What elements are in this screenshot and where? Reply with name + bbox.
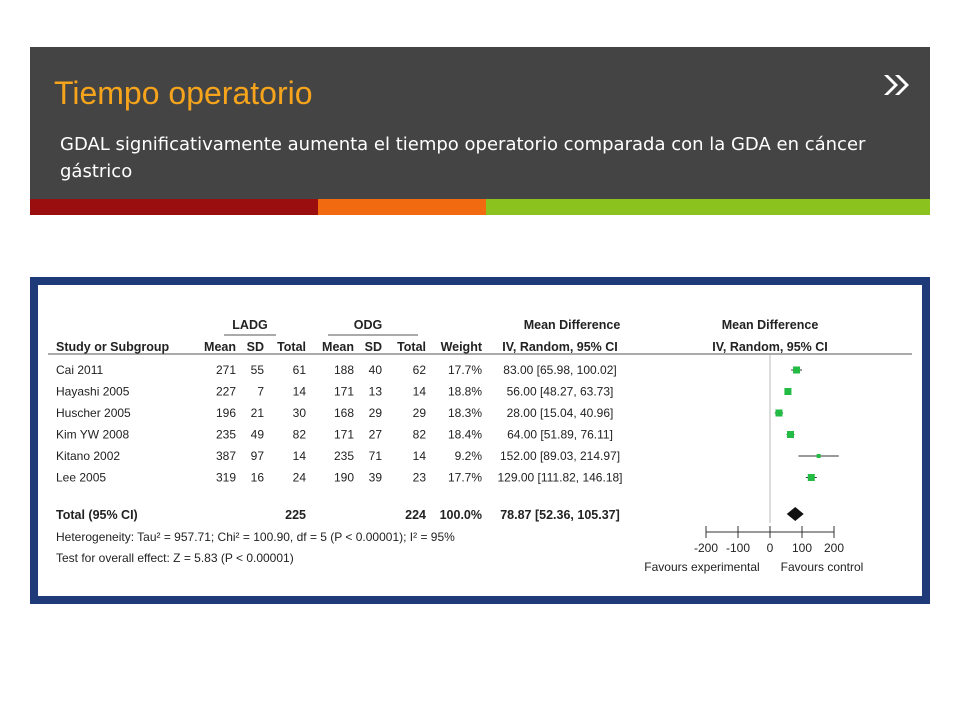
column-header-0: Study or Subgroup	[56, 340, 170, 354]
column-headers	[56, 340, 828, 354]
study-ladg-sd: 49	[250, 427, 264, 442]
total-ci: 78.87 [52.36, 105.37]	[500, 508, 620, 522]
study-ci: 64.00 [51.89, 76.11]	[507, 427, 613, 442]
accent-bar-green	[486, 199, 930, 215]
study-ladg-sd: 97	[250, 449, 264, 463]
study-odg-mean: 235	[333, 449, 354, 463]
study-odg-mean: 171	[333, 384, 354, 399]
study-ladg-total: 82	[292, 427, 306, 442]
favours-control-label: Favours control	[780, 560, 864, 574]
study-ladg-total: 30	[292, 406, 306, 420]
study-ladg-total: 24	[292, 470, 306, 485]
study-odg-total: 23	[412, 470, 426, 485]
column-header-6: Total	[397, 340, 426, 354]
double-chevron-right-icon[interactable]	[878, 65, 918, 105]
study-name: Kitano 2002	[56, 449, 121, 463]
x-axis-tick-label: -200	[693, 541, 719, 555]
study-odg-total: 14	[412, 449, 426, 463]
column-header-2: SD	[246, 340, 264, 354]
study-ladg-mean: 271	[215, 363, 236, 377]
total-ladg: 225	[285, 508, 306, 522]
study-row	[56, 449, 620, 463]
study-ci: 83.00 [65.98, 100.02]	[503, 363, 617, 377]
accent-bar-orange	[318, 199, 486, 215]
study-odg-sd: 29	[368, 406, 382, 420]
heterogeneity-text: Heterogeneity: Tau² = 957.71; Chi² = 100.90, df = 5 (P < 0.00001); I² = 95%	[56, 530, 455, 544]
x-axis-tick-label: 100	[791, 541, 813, 555]
study-odg-sd: 27	[368, 427, 382, 442]
study-ladg-sd: 16	[250, 470, 264, 485]
slide-title: Tiempo operatorio	[54, 75, 313, 111]
study-ci: 129.00 [111.82, 146.18]	[497, 470, 623, 485]
study-name: Lee 2005	[56, 470, 107, 485]
column-header-5: SD	[364, 340, 382, 354]
study-effect-marker	[775, 410, 782, 417]
study-ladg-mean: 196	[215, 406, 236, 420]
slide-subtitle: GDAL significativamente aumenta el tiempo operatorio comparada con la GDA en cáncer gástrico	[60, 134, 866, 182]
study-ci: 56.00 [48.27, 63.73]	[506, 384, 614, 399]
slide-header	[30, 47, 930, 199]
study-odg-sd: 39	[368, 470, 382, 485]
column-header-4: Mean	[322, 340, 354, 354]
study-effect-marker	[787, 431, 794, 438]
study-ladg-mean: 319	[215, 470, 236, 485]
study-weight: 9.2%	[454, 449, 482, 463]
study-ladg-total: 14	[292, 384, 306, 399]
total-weight: 100.0%	[439, 508, 482, 522]
study-ladg-mean: 387	[215, 449, 236, 463]
x-axis-tick-label: -100	[725, 541, 751, 555]
study-weight: 18.4%	[447, 427, 482, 442]
study-ladg-total: 61	[292, 363, 306, 377]
study-ci: 152.00 [89.03, 214.97]	[499, 449, 621, 463]
x-axis-tick-label: 200	[823, 541, 845, 555]
study-name: Cai 2011	[56, 363, 104, 377]
study-odg-total: 82	[412, 427, 426, 442]
ladg-header: LADG	[232, 318, 268, 332]
study-odg-mean: 168	[333, 406, 354, 420]
study-odg-total: 62	[412, 363, 426, 377]
column-header-9: IV, Random, 95% CI	[712, 340, 828, 354]
study-effect-marker	[808, 474, 815, 481]
study-ladg-sd: 55	[250, 363, 264, 377]
study-ladg-mean: 235	[215, 427, 236, 442]
study-weight: 17.7%	[447, 363, 482, 377]
favours-experimental-label: Favours experimental	[644, 560, 760, 574]
study-weight: 18.3%	[447, 406, 482, 420]
column-header-8: IV, Random, 95% CI	[502, 340, 618, 354]
study-ladg-mean: 227	[215, 384, 236, 399]
study-odg-sd: 40	[368, 363, 382, 377]
study-odg-total: 14	[412, 384, 426, 399]
forest-plot-svg	[38, 285, 922, 596]
study-ci: 28.00 [15.04, 40.96]	[506, 406, 614, 420]
study-effect-marker	[784, 388, 791, 395]
study-ladg-sd: 21	[250, 406, 264, 420]
mean-difference-header-right: Mean Difference	[721, 318, 819, 332]
study-row	[56, 385, 613, 399]
column-header-3: Total	[277, 340, 306, 354]
study-odg-sd: 13	[368, 384, 382, 399]
study-weight: 17.7%	[447, 470, 482, 485]
study-odg-sd: 71	[368, 449, 382, 463]
total-effect-diamond	[787, 507, 804, 521]
study-name: Hayashi 2005	[56, 384, 130, 399]
study-ladg-total: 14	[292, 449, 306, 463]
study-odg-mean: 171	[333, 427, 354, 442]
forest-plot	[38, 285, 922, 596]
x-axis-tick-label: 0	[766, 541, 774, 555]
study-odg-mean: 190	[333, 470, 354, 485]
study-effect-marker	[817, 454, 821, 458]
column-header-1: Mean	[204, 340, 236, 354]
study-row	[56, 471, 623, 485]
study-odg-mean: 188	[333, 363, 354, 377]
study-weight: 18.8%	[447, 384, 482, 399]
accent-bar-red	[30, 199, 318, 215]
overall-effect-text: Test for overall effect: Z = 5.83 (P < 0.00001)	[56, 551, 294, 565]
study-row	[56, 363, 617, 377]
study-ladg-sd: 7	[257, 384, 264, 399]
study-row	[56, 406, 613, 420]
column-header-7: Weight	[440, 340, 482, 354]
study-row	[56, 428, 613, 442]
plot-area	[644, 355, 863, 574]
study-effect-marker	[793, 367, 800, 374]
study-odg-total: 29	[412, 406, 426, 420]
total-label: Total (95% CI)	[56, 508, 138, 522]
study-name: Kim YW 2008	[56, 427, 130, 442]
odg-header: ODG	[353, 318, 383, 332]
study-rows	[56, 363, 623, 485]
total-odg: 224	[405, 508, 426, 522]
total-row	[56, 508, 620, 522]
study-name: Huscher 2005	[56, 406, 131, 420]
mean-difference-header-left: Mean Difference	[523, 318, 621, 332]
